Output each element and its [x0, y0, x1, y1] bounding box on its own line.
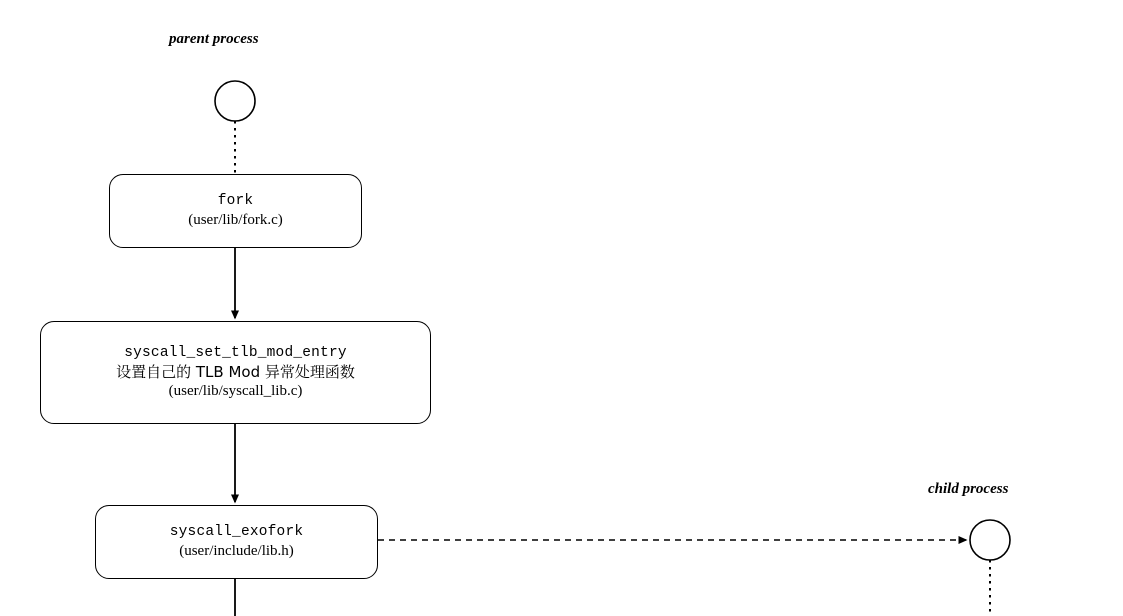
syscall-exofork-node[interactable]: [95, 505, 378, 579]
syscall-exofork-node-line-2: (user/include/lib.h): [179, 542, 294, 559]
parent-start-node: [215, 81, 255, 121]
syscall-exofork-node-line-1: syscall_exofork: [169, 524, 304, 541]
syscall-set-tlb-mod-entry-node-line-1: syscall_set_tlb_mod_entry: [124, 345, 347, 362]
child-start-node: [970, 520, 1010, 560]
syscall-set-tlb-mod-entry-node-line-2: 设置自己的 TLB Mod 异常处理函数: [116, 362, 355, 381]
fork-node-line-2: (user/lib/fork.c): [188, 211, 283, 228]
syscall-set-tlb-mod-entry-node[interactable]: [40, 321, 431, 424]
parent-process-label: parent process: [169, 31, 259, 47]
fork-node-line-1: fork: [217, 193, 254, 210]
fork-node[interactable]: [109, 174, 362, 248]
syscall-set-tlb-mod-entry-node-line-3: (user/lib/syscall_lib.c): [168, 382, 303, 399]
child-process-label: child process: [928, 481, 1009, 497]
